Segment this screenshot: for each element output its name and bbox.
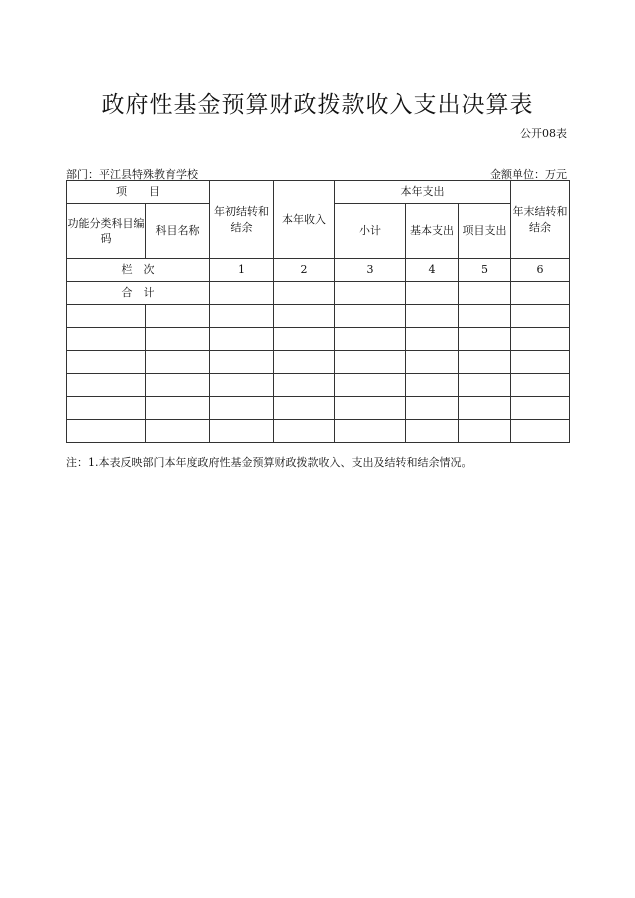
index-cell: 3: [335, 259, 406, 282]
opening-balance-header: 年初结转和结余: [210, 181, 274, 259]
table-cell: [67, 374, 146, 397]
footnote: 注：1.本表反映部门本年度政府性基金预算财政拨款收入、支出及结转和结余情况。: [66, 456, 473, 469]
table-cell: [511, 374, 570, 397]
index-cell: 2: [274, 259, 335, 282]
index-cell: 5: [459, 259, 511, 282]
table-cell: [459, 374, 511, 397]
table-cell: [335, 397, 406, 420]
table-cell: [67, 305, 146, 328]
table-cell: [67, 351, 146, 374]
budget-table: [66, 180, 570, 443]
table-cell: [406, 397, 459, 420]
amount-unit-label: 金额单位：万元: [490, 168, 567, 181]
table-cell: [146, 328, 210, 351]
table-cell: [511, 305, 570, 328]
table-cell: [146, 397, 210, 420]
table-row: [67, 397, 570, 420]
table-cell: [459, 305, 511, 328]
table-cell: [406, 374, 459, 397]
basic-expense-header: 基本支出: [406, 204, 459, 259]
table-cell: [210, 374, 274, 397]
table-cell: [146, 351, 210, 374]
income-header: 本年收入: [274, 181, 335, 259]
table-cell: [274, 351, 335, 374]
table-cell: [210, 351, 274, 374]
table-cell: [67, 397, 146, 420]
total-cell: [210, 282, 274, 305]
table-row: [67, 328, 570, 351]
table-cell: [335, 374, 406, 397]
table-cell: [335, 305, 406, 328]
total-cell: [511, 282, 570, 305]
table-cell: [459, 351, 511, 374]
index-cell: 4: [406, 259, 459, 282]
subtotal-header: 小计: [335, 204, 406, 259]
index-row-label: 栏 次: [67, 259, 210, 282]
project-expense-header: 项目支出: [459, 204, 511, 259]
table-row: [67, 351, 570, 374]
table-cell: [67, 420, 146, 443]
table-cell: [210, 328, 274, 351]
table-cell: [406, 420, 459, 443]
item-header: 项 目: [67, 181, 210, 204]
table-cell: [274, 328, 335, 351]
table-cell: [459, 328, 511, 351]
table-cell: [274, 305, 335, 328]
total-cell: [335, 282, 406, 305]
table-cell: [335, 420, 406, 443]
total-cell: [459, 282, 511, 305]
table-cell: [406, 305, 459, 328]
header-row-1: [67, 181, 570, 204]
table-cell: [459, 397, 511, 420]
closing-balance-header: 年末结转和结余: [511, 181, 570, 259]
table-cell: [274, 397, 335, 420]
table-cell: [274, 420, 335, 443]
table-row: [67, 374, 570, 397]
table-cell: [210, 305, 274, 328]
table-cell: [274, 374, 335, 397]
index-row: [67, 259, 570, 282]
total-row-label: 合 计: [67, 282, 210, 305]
subject-name-header: 科目名称: [146, 204, 210, 259]
table-cell: [406, 328, 459, 351]
table-cell: [67, 328, 146, 351]
total-row: [67, 282, 570, 305]
total-cell: [274, 282, 335, 305]
table-cell: [406, 351, 459, 374]
index-cell: 6: [511, 259, 570, 282]
table-cell: [146, 374, 210, 397]
func-code-header: 功能分类科目编码: [67, 204, 146, 259]
table-row: [67, 305, 570, 328]
table-row: [67, 420, 570, 443]
table-cell: [146, 420, 210, 443]
table-cell: [335, 328, 406, 351]
expense-group-header: 本年支出: [335, 181, 511, 204]
table-cell: [511, 351, 570, 374]
table-cell: [459, 420, 511, 443]
department-label: 部门：平江县特殊教育学校: [66, 168, 198, 181]
table-cell: [210, 420, 274, 443]
table-cell: [335, 351, 406, 374]
table-cell: [511, 328, 570, 351]
table-cell: [210, 397, 274, 420]
form-code: 公开08表: [520, 127, 567, 140]
index-cell: 1: [210, 259, 274, 282]
table-cell: [511, 397, 570, 420]
total-cell: [406, 282, 459, 305]
page-title: 政府性基金预算财政拨款收入支出决算表: [101, 92, 534, 118]
table-cell: [511, 420, 570, 443]
table-cell: [146, 305, 210, 328]
